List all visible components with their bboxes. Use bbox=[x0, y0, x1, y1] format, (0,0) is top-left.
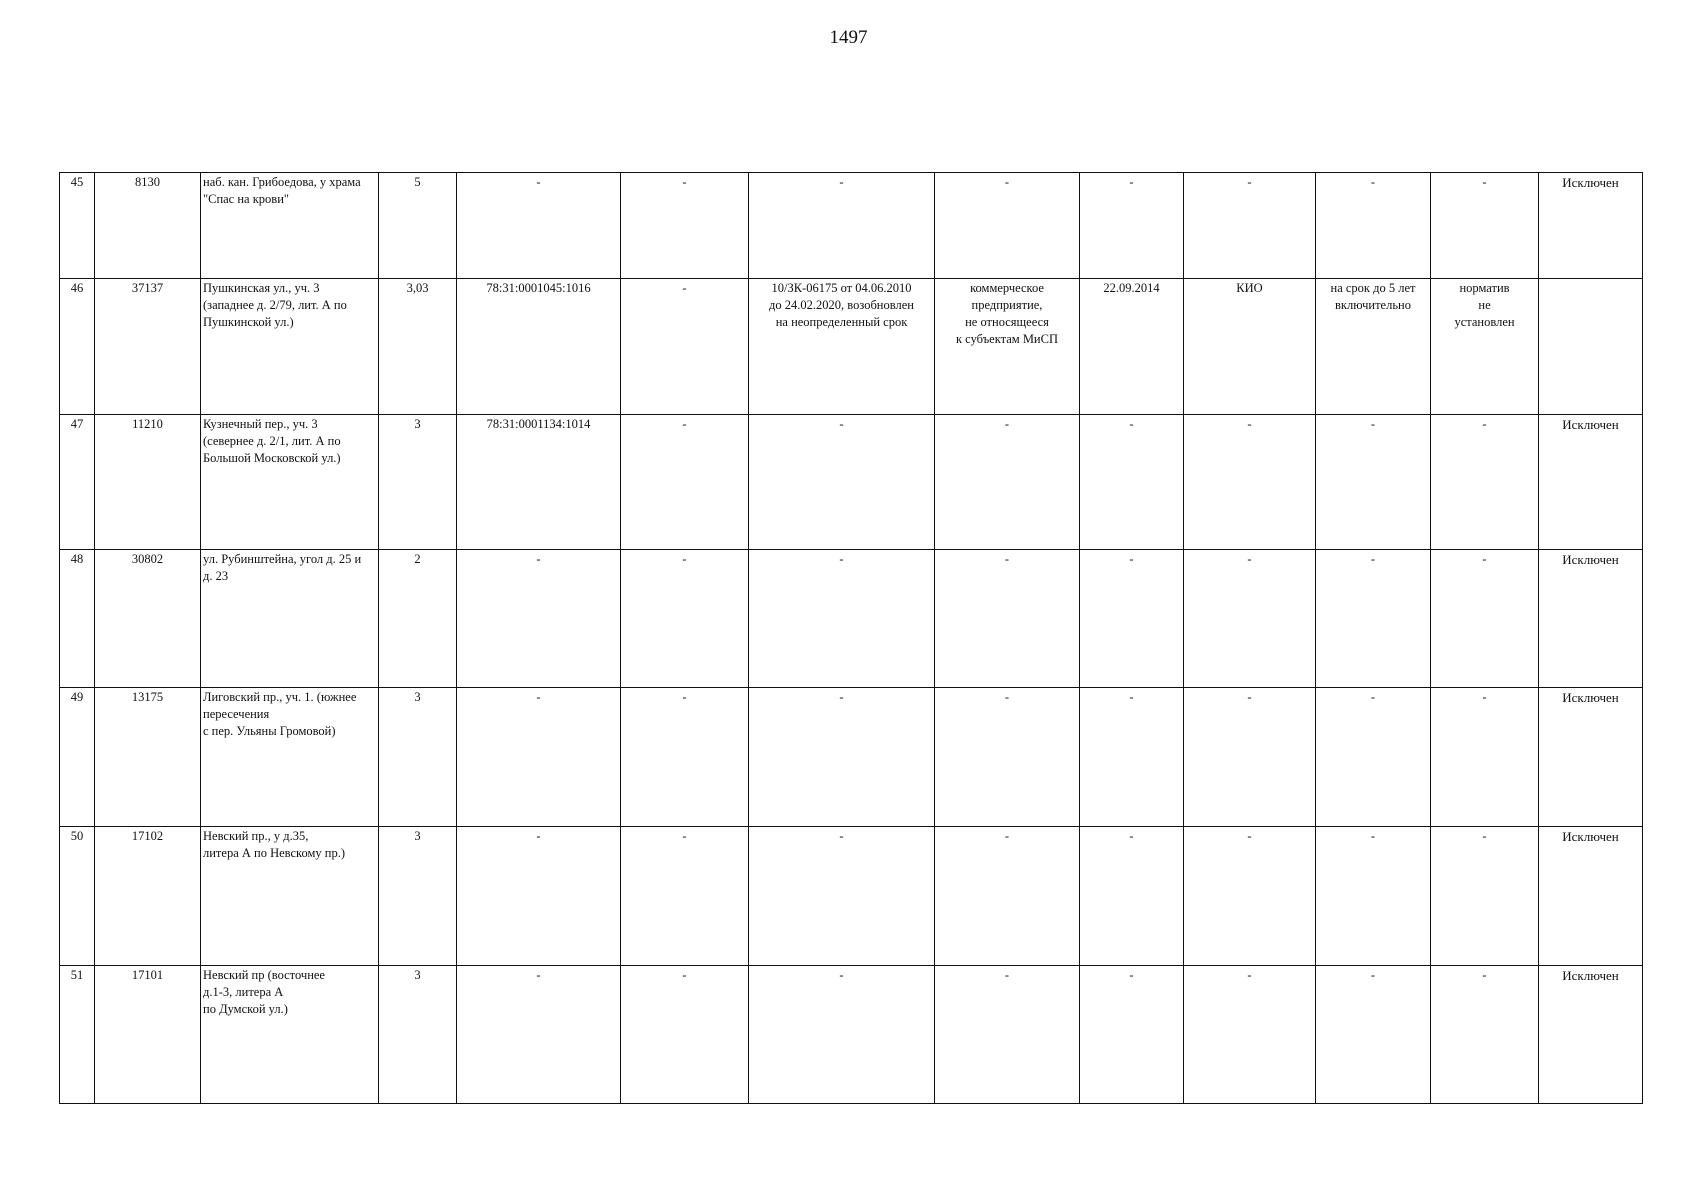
cell-address: Невский пр (восточнее д.1-3, литера А по Думской ул.) bbox=[201, 966, 379, 1104]
cell-cadastral: - bbox=[457, 827, 621, 966]
table-row bbox=[60, 827, 1643, 966]
cell-date: - bbox=[1080, 550, 1184, 688]
cell-organization: - bbox=[1184, 415, 1316, 550]
page-number: 1497 bbox=[829, 27, 868, 48]
cell-column-6: - bbox=[621, 966, 749, 1104]
cell-area: 3,03 bbox=[379, 279, 457, 415]
cell-address: Пушкинская ул., уч. 3 (западнее д. 2/79, лит. А по Пушкинской ул.) bbox=[201, 279, 379, 415]
cell-cadastral: - bbox=[457, 173, 621, 279]
table-row bbox=[60, 415, 1643, 550]
cell-organization: - bbox=[1184, 827, 1316, 966]
cell-date: 22.09.2014 bbox=[1080, 279, 1184, 415]
cell-area: 3 bbox=[379, 966, 457, 1104]
cell-column-6: - bbox=[621, 279, 749, 415]
cell-column-6: - bbox=[621, 827, 749, 966]
cell-address: Кузнечный пер., уч. 3 (севернее д. 2/1, лит. А по Большой Московской ул.) bbox=[201, 415, 379, 550]
table-row bbox=[60, 550, 1643, 688]
cell-area: 2 bbox=[379, 550, 457, 688]
cell-norm: - bbox=[1431, 415, 1539, 550]
cell-code: 13175 bbox=[95, 688, 201, 827]
table-row bbox=[60, 688, 1643, 827]
cell-code: 17101 bbox=[95, 966, 201, 1104]
cell-number: 46 bbox=[60, 279, 95, 415]
cell-tenant: - bbox=[935, 966, 1080, 1104]
cell-cadastral: - bbox=[457, 688, 621, 827]
register-table bbox=[59, 172, 1643, 1104]
cell-norm: - bbox=[1431, 550, 1539, 688]
cell-number: 48 bbox=[60, 550, 95, 688]
cell-number: 47 bbox=[60, 415, 95, 550]
cell-code: 8130 bbox=[95, 173, 201, 279]
cell-address: Невский пр., у д.35, литера А по Невскому пр.) bbox=[201, 827, 379, 966]
cell-area: 5 bbox=[379, 173, 457, 279]
cell-address: наб. кан. Грибоедова, у храма "Спас на крови" bbox=[201, 173, 379, 279]
cell-status: Исключен bbox=[1539, 688, 1643, 827]
cell-number: 50 bbox=[60, 827, 95, 966]
cell-cadastral: - bbox=[457, 550, 621, 688]
cell-number: 49 bbox=[60, 688, 95, 827]
cell-term: - bbox=[1316, 966, 1431, 1104]
cell-term: - bbox=[1316, 550, 1431, 688]
cell-contract: 10/ЗК-06175 от 04.06.2010 до 24.02.2020, возобновлен на неопределенный срок bbox=[749, 279, 935, 415]
cell-contract: - bbox=[749, 415, 935, 550]
cell-date: - bbox=[1080, 173, 1184, 279]
cell-term: - bbox=[1316, 688, 1431, 827]
cell-code: 11210 bbox=[95, 415, 201, 550]
cell-norm: - bbox=[1431, 827, 1539, 966]
cell-status: Исключен bbox=[1539, 173, 1643, 279]
cell-organization: - bbox=[1184, 966, 1316, 1104]
cell-tenant: - bbox=[935, 415, 1080, 550]
cell-contract: - bbox=[749, 550, 935, 688]
cell-organization: - bbox=[1184, 550, 1316, 688]
cell-date: - bbox=[1080, 827, 1184, 966]
cell-organization: - bbox=[1184, 688, 1316, 827]
cell-status: Исключен bbox=[1539, 550, 1643, 688]
cell-date: - bbox=[1080, 415, 1184, 550]
cell-area: 3 bbox=[379, 415, 457, 550]
cell-status: Исключен bbox=[1539, 966, 1643, 1104]
cell-tenant: - bbox=[935, 827, 1080, 966]
cell-contract: - bbox=[749, 827, 935, 966]
cell-address: Лиговский пр., уч. 1. (южнее пересечения с пер. Ульяны Громовой) bbox=[201, 688, 379, 827]
cell-status: Исключен bbox=[1539, 827, 1643, 966]
cell-area: 3 bbox=[379, 827, 457, 966]
cell-term: - bbox=[1316, 415, 1431, 550]
table-row bbox=[60, 966, 1643, 1104]
cell-term: - bbox=[1316, 173, 1431, 279]
table-row bbox=[60, 279, 1643, 415]
cell-cadastral: - bbox=[457, 966, 621, 1104]
cell-term: на срок до 5 лет включительно bbox=[1316, 279, 1431, 415]
cell-term: - bbox=[1316, 827, 1431, 966]
cell-cadastral: 78:31:0001045:1016 bbox=[457, 279, 621, 415]
cell-column-6: - bbox=[621, 688, 749, 827]
cell-contract: - bbox=[749, 688, 935, 827]
cell-tenant: - bbox=[935, 550, 1080, 688]
cell-cadastral: 78:31:0001134:1014 bbox=[457, 415, 621, 550]
cell-tenant: коммерческое предприятие, не относящееся к субъектам МиСП bbox=[935, 279, 1080, 415]
cell-norm: норматив не установлен bbox=[1431, 279, 1539, 415]
cell-column-6: - bbox=[621, 550, 749, 688]
cell-contract: - bbox=[749, 966, 935, 1104]
cell-norm: - bbox=[1431, 966, 1539, 1104]
cell-norm: - bbox=[1431, 173, 1539, 279]
table-row bbox=[60, 173, 1643, 279]
cell-number: 45 bbox=[60, 173, 95, 279]
cell-date: - bbox=[1080, 966, 1184, 1104]
cell-contract: - bbox=[749, 173, 935, 279]
cell-organization: - bbox=[1184, 173, 1316, 279]
cell-code: 30802 bbox=[95, 550, 201, 688]
cell-column-6: - bbox=[621, 415, 749, 550]
cell-tenant: - bbox=[935, 688, 1080, 827]
cell-area: 3 bbox=[379, 688, 457, 827]
cell-tenant: - bbox=[935, 173, 1080, 279]
cell-date: - bbox=[1080, 688, 1184, 827]
cell-code: 17102 bbox=[95, 827, 201, 966]
cell-code: 37137 bbox=[95, 279, 201, 415]
cell-status: Исключен bbox=[1539, 415, 1643, 550]
cell-number: 51 bbox=[60, 966, 95, 1104]
cell-organization: КИО bbox=[1184, 279, 1316, 415]
cell-norm: - bbox=[1431, 688, 1539, 827]
cell-address: ул. Рубинштейна, угол д. 25 и д. 23 bbox=[201, 550, 379, 688]
cell-column-6: - bbox=[621, 173, 749, 279]
cell-status bbox=[1539, 279, 1643, 415]
